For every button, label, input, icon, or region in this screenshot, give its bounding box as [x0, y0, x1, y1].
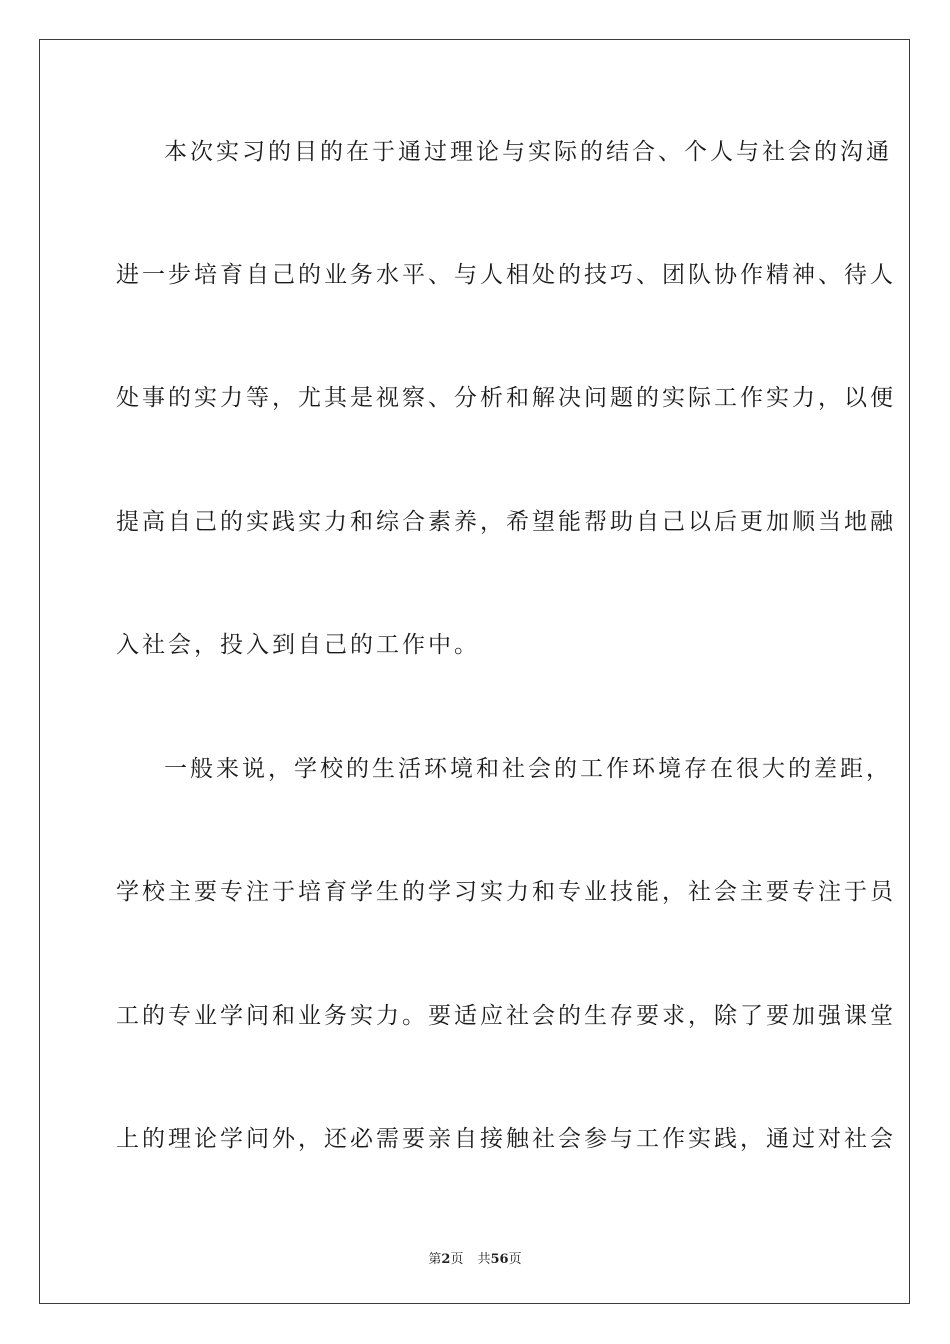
paragraph-2-line-3: 工的专业学问和业务实力。要适应社会的生存要求，除了要加强课堂: [116, 1003, 896, 1029]
page-footer: [0, 1248, 950, 1267]
paragraph-1-line-3: 处事的实力等，尤其是视察、分析和解决问题的实际工作实力，以便: [116, 385, 896, 411]
total-prefix: 共: [477, 1252, 491, 1267]
paragraph-1-line-5: 入社会，投入到自己的工作中。: [116, 632, 480, 658]
paragraph-1-line-4: 提高自己的实践实力和综合素养，希望能帮助自己以后更加顺当地融: [116, 509, 896, 535]
page-suffix: 页: [450, 1252, 464, 1267]
page-prefix: 第: [428, 1252, 442, 1267]
paragraph-2-line-4: 上的理论学问外，还必需要亲自接触社会参与工作实践，通过对社会: [116, 1126, 896, 1152]
paragraph-2-line-1: 一般来说，学校的生活环境和社会的工作环境存在很大的差距，: [164, 756, 892, 782]
paragraph-1-line-1: 本次实习的目的在于通过理论与实际的结合、个人与社会的沟通: [164, 139, 892, 165]
total-pages: 56: [490, 1252, 509, 1267]
page-border: [39, 39, 910, 1304]
page-number: 2: [441, 1252, 451, 1267]
total-suffix: 页: [508, 1252, 522, 1267]
paragraph-2-line-2: 学校主要专注于培育学生的学习实力和专业技能，社会主要专注于员: [116, 879, 896, 905]
paragraph-1-line-2: 进一步培育自己的业务水平、与人相处的技巧、团队协作精神、待人: [116, 262, 896, 288]
